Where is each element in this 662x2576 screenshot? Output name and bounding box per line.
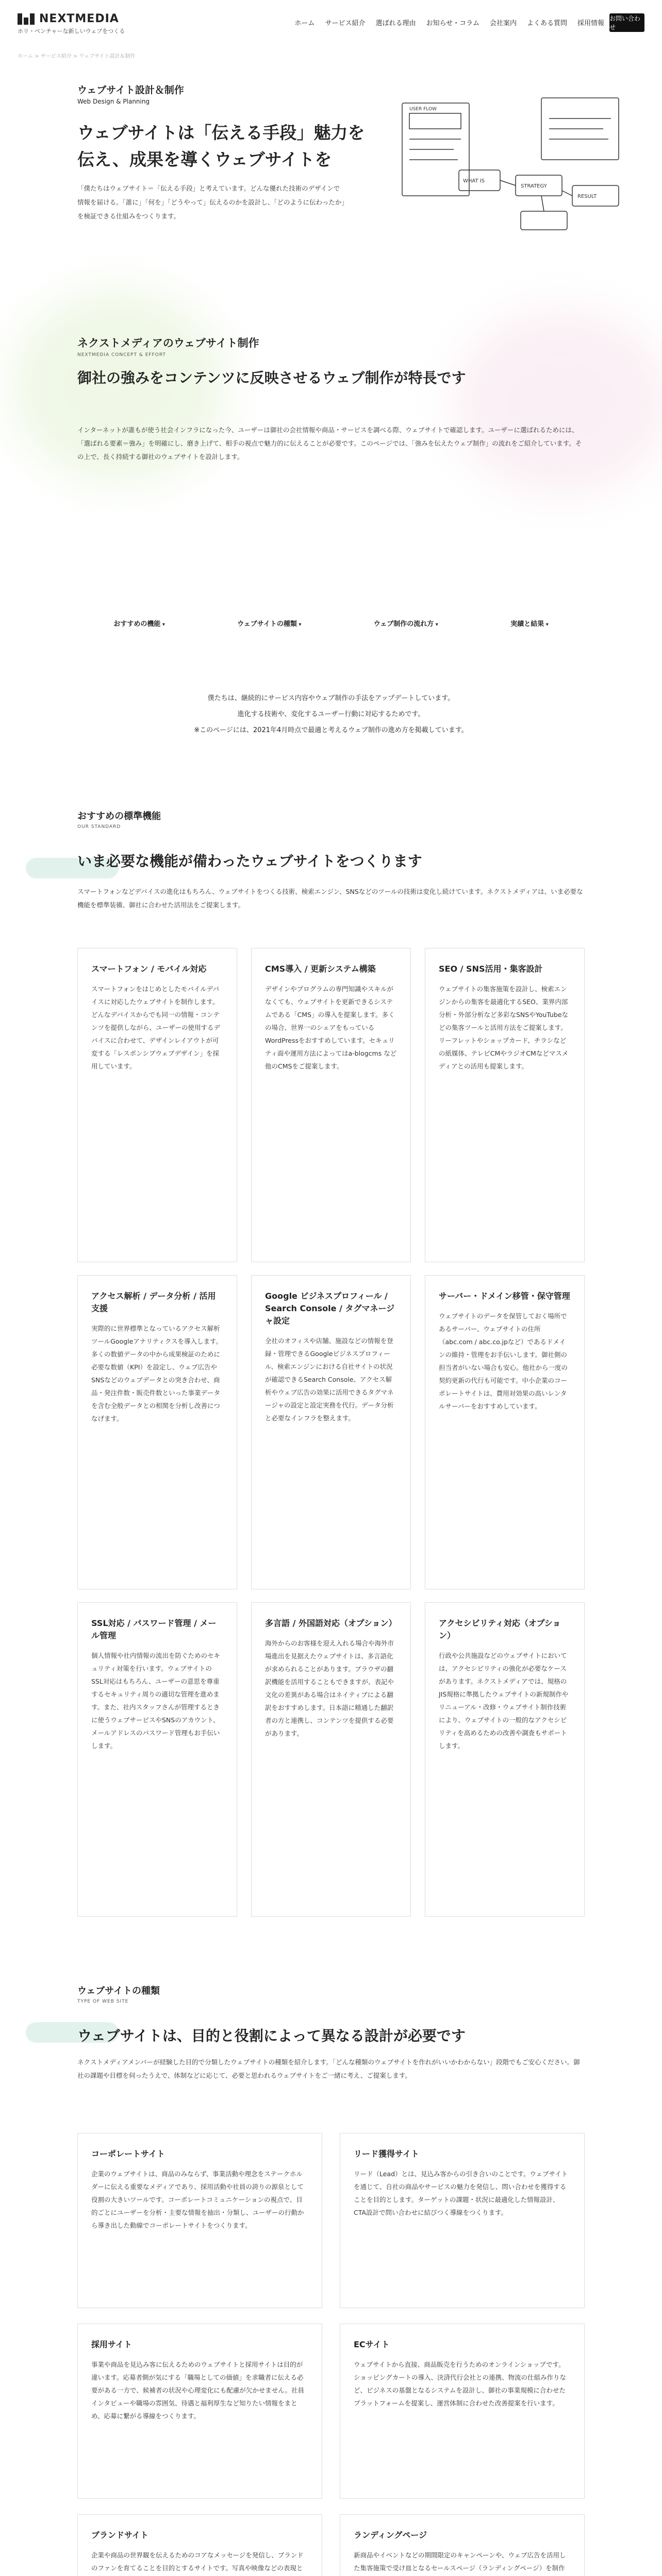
type-card	[340, 2133, 585, 2308]
types-section	[77, 1984, 585, 2082]
card-title: Google ビジネスプロフィール / Search Console / タグマネージャ設定	[265, 1291, 395, 1326]
card-title: サーバー・ドメイン移管・保守管理	[439, 1291, 570, 1301]
tab-flow[interactable]: ウェブ制作の流れ方 ▾	[374, 618, 438, 628]
card-title: アクセス解析 / データ分析 / 活用支援	[91, 1291, 216, 1313]
card-text: 個人情報や社内情報の流出を防ぐためのセキュリティ対策を行います。ウェブサイトのSSL対応はもちろん、ユーザーの意思を尊重するセキュリティ周りの適切な管理を進めます。また、社内スタッフさんが管理するときに使うウェブサービスやSNSのアカウント、メールアドレスのパスワード管理もお手伝いします。	[91, 1652, 221, 1750]
tab-results[interactable]: 実績と結果 ▾	[510, 618, 549, 628]
feature-card	[425, 1602, 585, 1917]
card-title: ECサイト	[354, 2340, 390, 2349]
page-subtitle: Web Design & Planning	[77, 98, 150, 105]
intro-label: ネクストメディアのウェブサイト制作	[77, 337, 259, 349]
feature-card	[425, 1275, 585, 1589]
card-text: 企業のウェブサイトは、商品のみならず、事業活動や理念をステークホルダーに伝える重要なメディアであり、採用活動や社員の誇りの源泉として役割の大きいツールです。コーポレートコミュニケーションの視点で、目的ごとにユーザーを分析・主要な情報を抽出・分類し、ユーザーの行動から導き出した動線でコーポレートサイトをつくります。	[91, 2170, 304, 2229]
nav-news[interactable]: お知らせ・コラム	[426, 20, 479, 27]
types-text: ネクストメディアメンバーが経験した目的で分類したウェブサイトの種類を紹介します。「どんな種類のウェブサイトを作れがいいかわからない」段階でもご安心ください。御社の課題や目標を伺ったうえで、体制などに応じて、必要と思われるウェブサイトをご一緒に考え、ご提案します。	[77, 2058, 580, 2079]
hero-sketch-illustration	[397, 93, 624, 247]
types-label-en: TYPE OF WEB SITE	[77, 1999, 129, 2004]
card-title: リード獲得サイト	[354, 2149, 419, 2159]
notice-block	[77, 690, 585, 738]
card-text: 海外からのお客様を迎え入れる場合や海外市場進出を見据えたウェブサイトは、多言語化が求められることがあります。ブラウザの翻訳機能を活用することもできますが、表記や文化の差異がある場合はネイティブによる翻訳をおすすめします。日本語に精通した翻訳者の方と連携し、コンテンツを提供する必要があります。	[265, 1639, 394, 1737]
global-nav	[294, 18, 604, 27]
card-text: デザインやプログラムの専門知識やスキルがなくても、ウェブサイトを更新できるシステムである「CMS」の導入を提案します。多くの場合、世界一のシェアをもっているWordPressをおすすめしています。セキュリティ面や運用方法によってはa-blogcms など他のCMSをご提案します。	[265, 985, 397, 1070]
type-card	[77, 2324, 322, 2499]
intro-label-en: NEXTMEDIA CONCEPT & EFFORT	[77, 352, 166, 358]
card-title: ランディングページ	[354, 2530, 427, 2540]
features-heading: いま必要な機能が備わったウェブサイトをつくります	[77, 853, 422, 870]
card-text: ウェブサイトのデータを保管しておく場所であるサーバー、ウェブサイトの住所（abc.com / abc.co.jpなど）であるドメインの維持・管理をお手伝いします。御社側の担当者がいない場合も安心。他社から一度の契約更新の代行も可能です。中小企業のコーポレートサイトは、費用対効果の高いレンタルサーバーをおすすめしています。	[439, 1312, 568, 1410]
site-header	[0, 0, 662, 50]
section-tabs	[77, 618, 585, 628]
card-text: 全社のオフィスや店舗、施設などの情報を登録・管理できるGoogleビジネスプロフィール、検索エンジンにおける自社サイトの状況が確認できるSearch Console、アクセス解析やウェブ広告の効果に活用できるタグマネージャの設定と設定実務を代行。データ分析と必要なインフラを整えます。	[265, 1337, 394, 1422]
feature-card	[77, 948, 237, 1262]
tab-features[interactable]: おすすめの機能 ▾	[113, 618, 165, 628]
card-title: SEO / SNS活用・集客設計	[439, 964, 543, 974]
card-title: 採用サイト	[91, 2340, 132, 2349]
card-title: 多言語 / 外国語対応（オプション）	[265, 1618, 397, 1628]
page-title: ウェブサイト設計＆制作	[77, 84, 184, 96]
sketch-label: USER FLOW	[409, 107, 437, 112]
hero-heading: ウェブサイトは「伝える手段」魅力を伝え、成果を導くウェブサイトを	[77, 123, 365, 170]
card-text: 事業や商品を見込み客に伝えるためのウェブサイトと採用サイトは目的が違います。応募者側が気にする「職場としての価値」を求職者に伝える必要がある一方で、候補者の状況や心理変化にも配慮が欠かせません。社員インタビューや職場の雰囲気、待遇と福利厚生など知りたい情報をまとめ、応募に繋がる導線をつくります。	[91, 2361, 305, 2420]
card-title: SSL対応 / パスワード管理 / メール管理	[91, 1618, 217, 1640]
nav-services[interactable]: サービス紹介	[325, 20, 366, 27]
card-text: 新商品やイベントなどの期間限定のキャンペーンや、ウェブ広告を活用した集客施策で受け皿となるセールスページ（ランディングページ）を制作	[354, 2551, 566, 2572]
sketch-label: RESULT	[577, 194, 597, 199]
logo-tagline: ホリ・ベンチャーな新しいウェブをつくる	[18, 28, 125, 35]
types-label: ウェブサイトの種類	[77, 1986, 160, 1996]
features-text: スマートフォンなどデバイスの進化はもちろん、ウェブサイトをつくる技術、検索エンジン、SNSなどのツールの技術は変化し続けています。ネクストメディアは、いま必要な機能を標準装備、御社に合わせた活用法をご提案します。	[77, 888, 583, 909]
nav-faq[interactable]: よくある質問	[526, 20, 567, 27]
nav-recruit[interactable]: 採用情報	[577, 20, 604, 27]
card-title: ブランドサイト	[91, 2530, 148, 2540]
card-text: ウェブサイトから直接、商品販売を行うためのオンラインショップです。ショッピングカートの導入、決済代行会社との連携、物流の仕組み作りなど、ビジネスの基盤となるシステムを設計し、御社の事業規模に合わせたプラットフォームを提案し、運営体制に合わせた改善提案を行います。	[354, 2361, 567, 2407]
type-card	[77, 2514, 322, 2576]
nav-company[interactable]: 会社案内	[489, 20, 517, 27]
type-card	[340, 2324, 585, 2499]
feature-card	[77, 1602, 237, 1917]
feature-card	[425, 948, 585, 1262]
feature-card	[251, 948, 411, 1262]
notice-line: ※このページには、2021年4月時点で最適と考えるウェブ制作の進め方を掲載しています。	[194, 726, 468, 734]
card-text: リード（Lead）とは、見込み客からの引き合いのことです。ウェブサイトを通じて、自社の商品やサービスの魅力を発信し、問い合わせを獲得することを目的とします。ターゲットの課題・状況に最適化した情報設計、CTA設計で問い合わせに結びつく導線をつくります。	[354, 2170, 568, 2216]
feature-card	[77, 1275, 237, 1589]
contact-button[interactable]: お問い合わせ	[609, 13, 644, 32]
type-card	[77, 2133, 322, 2308]
card-title: コーポレートサイト	[91, 2149, 165, 2159]
feature-card	[251, 1275, 411, 1589]
logo[interactable]	[18, 12, 119, 25]
breadcrumb: ホーム > サービス紹介 > ウェブサイト設計＆制作	[18, 54, 136, 59]
logo-text: NEXTMEDIA	[39, 12, 119, 25]
feature-card	[251, 1602, 411, 1917]
sketch-label: STRATEGY	[521, 183, 547, 189]
features-label: おすすめの標準機能	[77, 811, 161, 822]
type-card	[340, 2514, 585, 2576]
features-label-en: OUR STANDARD	[77, 824, 121, 829]
card-title: スマートフォン / モバイル対応	[91, 964, 207, 974]
card-text: スマートフォンをはじめとしたモバイルデバイスに対応したウェブサイトを制作します。どんなデバイスからでも同一の情報・コンテンツを提供しながら、ユーザーの使用するデバイスに合わせて、デザインレイアウトが可変する「レスポンシブウェブデザイン」を採用しています。	[91, 985, 221, 1070]
logo-mark-icon	[18, 13, 35, 25]
notice-line: 僕たちは、継続的にサービス内容やウェブ制作の手法をアップデートしています。	[207, 694, 455, 702]
card-text: 行政や公共施設などのウェブサイトにおいては、アクセシビリティの強化が必要なケースがあります。ネクストメディアでは、規格のJIS規格に準拠したウェブサイトの新規制作やリニューアル・改修・ウェブサイト制作技術により、ウェブサイトの一般的なアクセシビリティを高めるための改善や調査もサポートします。	[439, 1652, 569, 1750]
intro-section	[77, 335, 585, 464]
card-text: ウェブサイトの集客施策を設計し、検索エンジンからの集客を最適化するSEO、業界内部分析・外部分析など多彩なSNSやYouTubeなどの集客ツールと活用方法をご提案します。リーフレットやショップカード、チラシなどの紙媒体、テレビCMやラジオCMなどマスメディアとの活用も提案します。	[439, 985, 569, 1070]
card-text: 企業や商品の世界観を伝えるためのコアなメッセージを発信し、ブランドのファンを育てることを目的とするサイトです。写真や映像などの表現と	[91, 2551, 304, 2572]
intro-heading: 御社の強みをコンテンツに反映させるウェブ制作が特長です	[77, 369, 466, 386]
tab-types[interactable]: ウェブサイトの種類 ▾	[237, 618, 301, 628]
card-text: 実際的に世界標準となっているアクセス解析ツールGoogleアナリティクスを導入します。多くの数値データの中から成果検証のために必要な数値（KPI）を設定し、ウェブ広告やSNSなどのウェブデータとの突き合わせ、商品・発注件数・販売件数といった事業データを含む全般データとの相関を分析し改善につなげます。	[91, 1325, 222, 1422]
hero-text: 「僕たちはウェブサイト＝「伝える手段」と考えています。どんな優れた技術のデザインで情報を届ける。「誰に」「何を」「どうやって」伝えるのかを設計し、「どのように伝わったか」を検証できる仕組みをつくります。	[77, 184, 345, 220]
card-title: CMS導入 / 更新システム構築	[265, 964, 376, 974]
nav-reasons[interactable]: 選ばれる理由	[375, 20, 416, 27]
features-section	[77, 809, 585, 912]
sketch-label: WHAT IS	[463, 178, 485, 184]
card-title: アクセシビリティ対応（オプション）	[439, 1618, 561, 1640]
intro-text: インターネットが誰もが使う社会インフラになった今、ユーザーは御社の会社情報や商品・サービスを調べる際、ウェブサイトで確認します。ユーザーに選ばれるためには、「選ばれる要素＝強み」を明確にし、磨き上げて、相手の視点で魅力的に伝えることが必要です。このページでは、「強みを伝えたウェブ制作」の流れをご紹介しています。その上で、長く持続する御社のウェブサイトを設計します。	[77, 426, 582, 461]
types-heading: ウェブサイトは、目的と役割によって異なる設計が必要です	[77, 2027, 466, 2044]
notice-line: 進化する技術や、変化するユーザー行動に対応するためです。	[237, 710, 425, 718]
nav-home[interactable]: ホーム	[294, 20, 315, 27]
